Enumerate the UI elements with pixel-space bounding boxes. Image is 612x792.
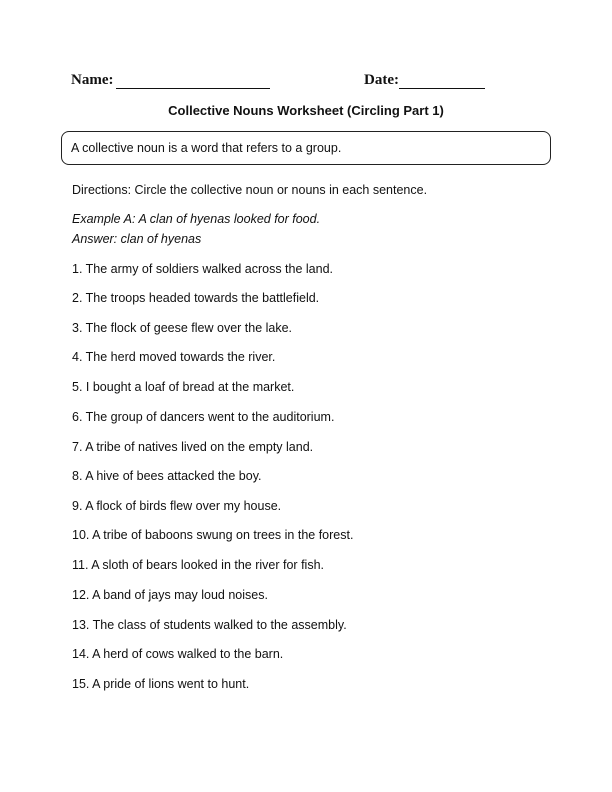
worksheet-title: Collective Nouns Worksheet (Circling Part 1) [168, 103, 444, 118]
header-row [71, 72, 541, 92]
name-blank-line[interactable] [116, 88, 270, 89]
definition-text: A collective noun is a word that refers to a group. [71, 141, 342, 155]
question-1: 1. The army of soldiers walked across the land. [72, 262, 334, 276]
question-3: 3. The flock of geese flew over the lake. [72, 321, 293, 335]
name-label: Name: [71, 72, 114, 88]
question-13: 13. The class of students walked to the assembly. [72, 618, 347, 632]
definition-box [61, 131, 551, 165]
question-6: 6. The group of dancers went to the auditorium. [72, 410, 335, 424]
question-4: 4. The herd moved towards the river. [72, 350, 276, 364]
date-label: Date: [364, 72, 399, 88]
question-10: 10. A tribe of baboons swung on trees in the forest. [72, 528, 354, 542]
question-9: 9. A flock of birds flew over my house. [72, 499, 282, 513]
question-8: 8. A hive of bees attacked the boy. [72, 469, 262, 483]
question-12: 12. A band of jays may loud noises. [72, 588, 268, 602]
question-2: 2. The troops headed towards the battlefield. [72, 291, 320, 305]
question-15: 15. A pride of lions went to hunt. [72, 677, 250, 691]
question-14: 14. A herd of cows walked to the barn. [72, 647, 284, 661]
question-11: 11. A sloth of bears looked in the river for fish. [72, 558, 324, 572]
directions: Directions: Circle the collective noun or nouns in each sentence. [72, 183, 428, 197]
date-blank-line[interactable] [399, 88, 485, 89]
question-7: 7. A tribe of natives lived on the empty land. [72, 440, 314, 454]
question-5: 5. I bought a loaf of bread at the market. [72, 380, 295, 394]
example-answer: Answer: clan of hyenas [72, 232, 202, 246]
example-sentence: Example A: A clan of hyenas looked for food. [72, 212, 321, 226]
